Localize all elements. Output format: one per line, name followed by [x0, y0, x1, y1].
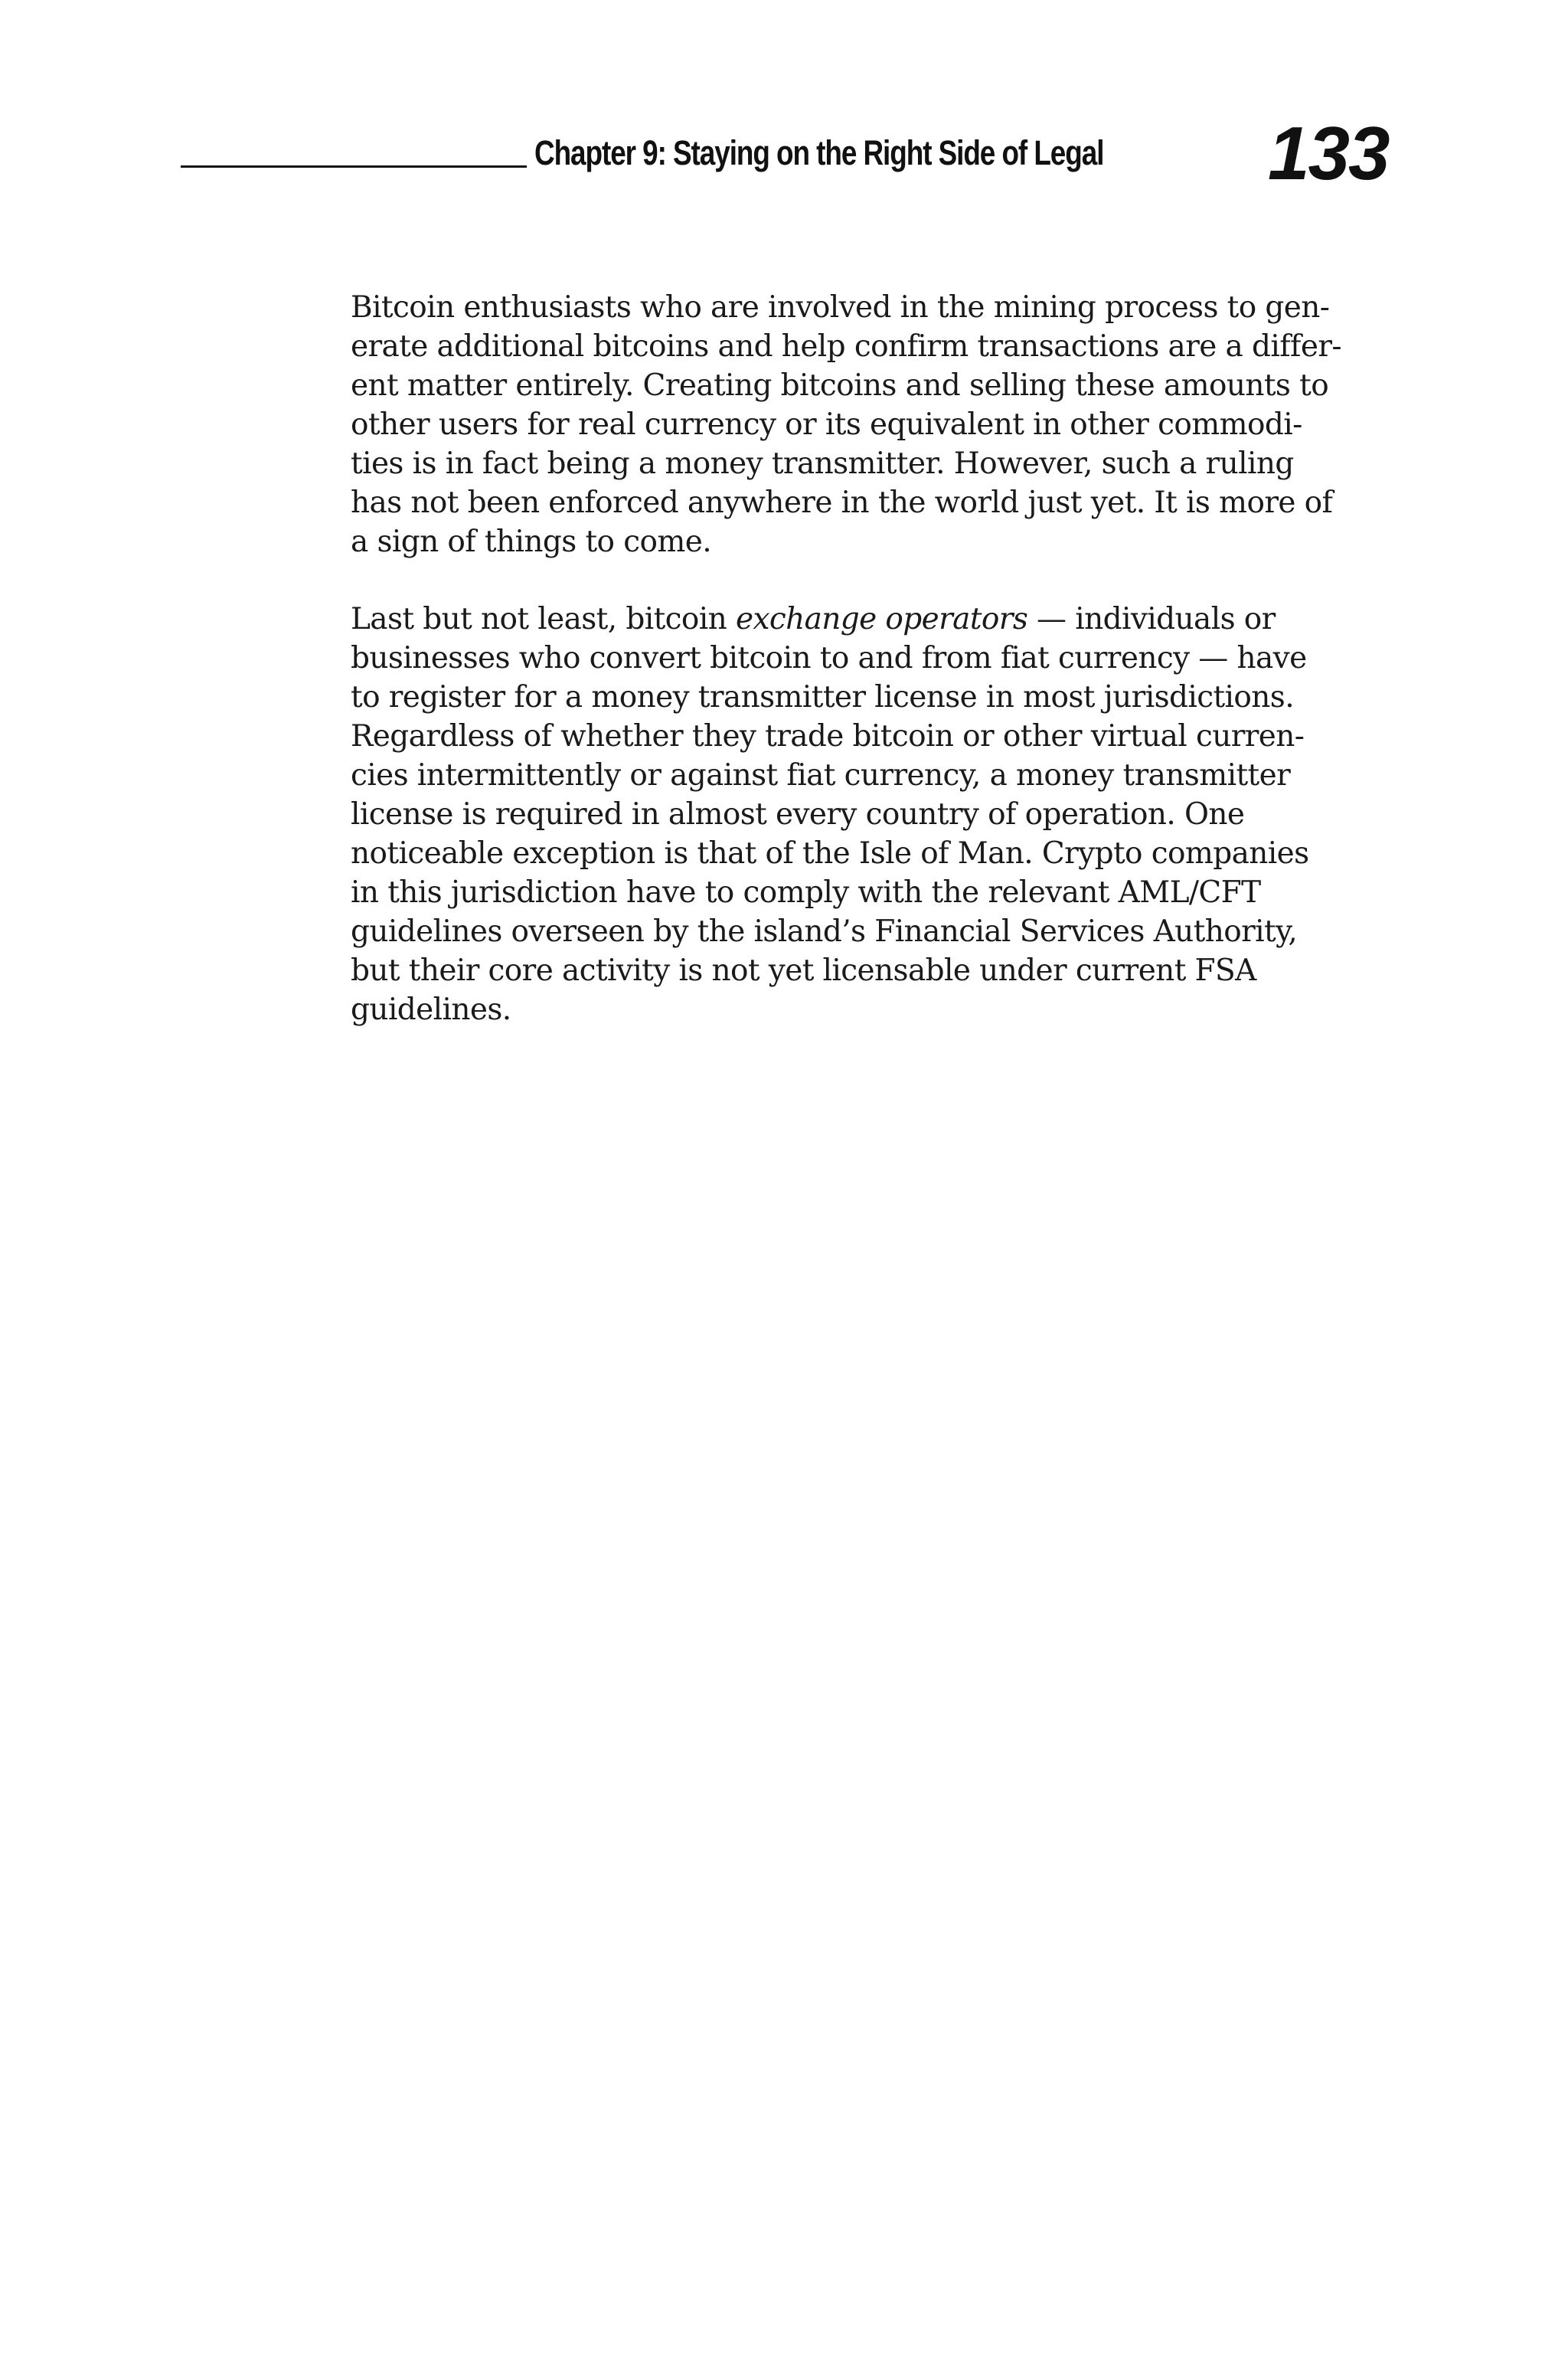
running-header: [181, 111, 1398, 199]
text-line: Regardless of whether they trade bitcoin or other virtual curren-: [351, 719, 1305, 754]
text-run: — individuals or: [1027, 602, 1276, 636]
paragraph-2: [351, 600, 1377, 1029]
text-line: cies intermittently or against fiat currency, a money transmitter: [351, 758, 1291, 793]
text-line: has not been enforced anywhere in the world just yet. It is more of: [351, 486, 1333, 520]
body-text: [351, 288, 1377, 1068]
text-line: other users for real currency or its equivalent in other commodi-: [351, 407, 1302, 442]
text-line: [351, 600, 1377, 639]
page-number: 133: [1268, 111, 1389, 195]
text-line: in this jurisdiction have to comply with the relevant AML/CFT: [351, 875, 1261, 910]
header-rule: [181, 165, 527, 168]
text-line: to register for a money transmitter license in most jurisdictions.: [351, 680, 1295, 715]
text-line: ent matter entirely. Creating bitcoins and selling these amounts to: [351, 368, 1329, 403]
text-line: ties is in fact being a money transmitter. However, such a ruling: [351, 446, 1294, 481]
text-line: guidelines overseen by the island’s Financial Services Authority,: [351, 914, 1298, 949]
text-line: license is required in almost every country of operation. One: [351, 797, 1245, 832]
chapter-title: Chapter 9: Staying on the Right Side of Legal: [534, 133, 1104, 172]
text-line: businesses who convert bitcoin to and from fiat currency — have: [351, 641, 1307, 675]
text-run: Last but not least, bitcoin: [351, 602, 736, 636]
emphasis-term: exchange operators: [735, 602, 1028, 636]
text-line: but their core activity is not yet licensable under current FSA: [351, 953, 1256, 988]
paragraph-1: [351, 288, 1377, 561]
text-line: noticeable exception is that of the Isle of Man. Crypto companies: [351, 836, 1309, 871]
text-line: a sign of things to come.: [351, 525, 712, 559]
text-line: guidelines.: [351, 993, 511, 1027]
text-line: Bitcoin enthusiasts who are involved in the mining process to gen-: [351, 290, 1330, 325]
text-line: erate additional bitcoins and help confirm transactions are a differ-: [351, 329, 1341, 364]
